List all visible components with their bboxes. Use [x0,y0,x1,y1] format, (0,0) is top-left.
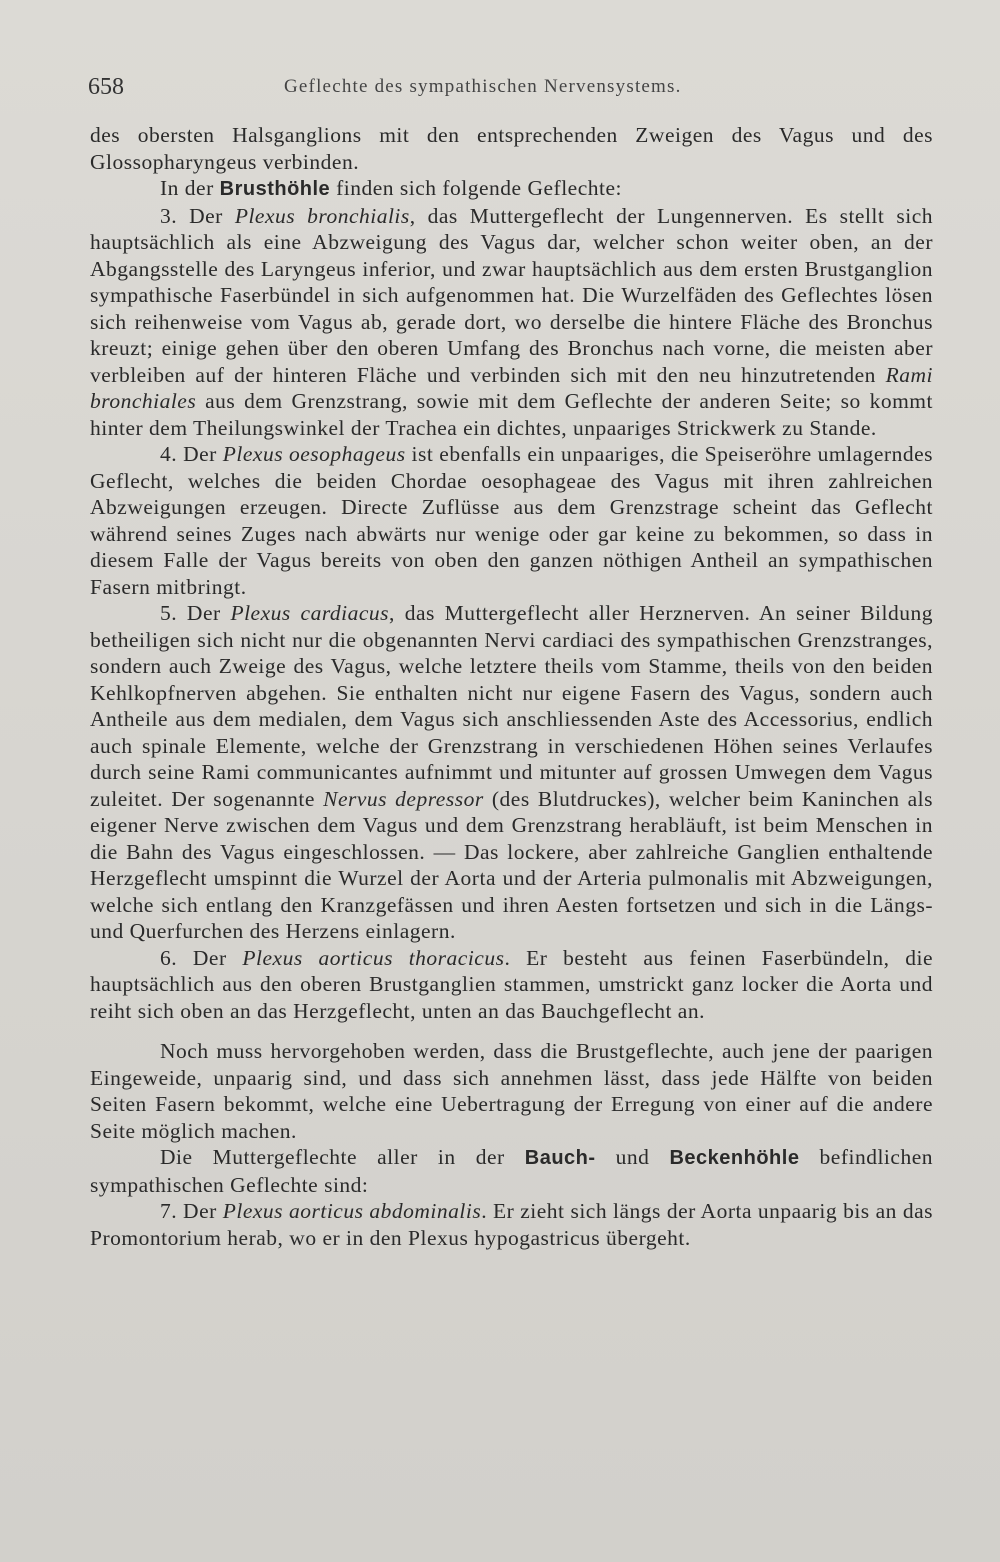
italic-term: Plexus oesophageus [222,442,406,466]
paragraph [90,1038,933,1144]
paragraph [90,122,933,175]
bold-term: Beckenhöhle [669,1147,800,1169]
italic-term: Plexus bronchialis [234,203,410,228]
text-run: und [595,1145,670,1169]
text-run: , das Muttergeflecht der Lungennerven. Es stellt sich hauptsächlich als eine Abzweigung des Vagus dar, welcher schon weiter oben, an der Abgangsstelle des Laryngeus inferior, und zwar hauptsächlich aus dem ersten Brustganglion sympathische Faserbündel in sich aufgenommen hat. Die Wurzelfäden des Geflechtes lösen sich reihenweise vom Vagus ab, gerade dort, wo derselbe die hintere Fläche des Bronchus kreuzt; einige gehen über den oberen Umfang des Bronchus nach vorne, die meisten aber verbleiben auf der hinteren Fläche und verbinden sich mit den neu hinzutretenden [90,203,933,387]
bold-term: Brusthöhle [219,178,331,200]
paragraph [90,1198,933,1251]
italic-term: Plexus aorticus thoracicus [242,945,505,970]
italic-term: Nervus depressor [323,786,484,811]
paragraph [90,175,933,203]
paragraph [90,600,933,945]
paragraph [90,1144,933,1198]
italic-term: Plexus cardiacus [230,601,390,625]
page-body-text [90,122,933,1251]
text-run: , das Muttergeflecht aller Herznerven. An seiner Bildung betheiligen sich nicht nur die obgenannten Nervi cardiaci des sympathischen Grenzstranges, sondern auch Zweige des Vagus, welche letztere theils vom Stamme, theils von den beiden Kehlkopfnerven abgehen. Sie enthalten nicht nur eigene Fasern des Vagus, sondern auch Antheile aus dem medialen, dem Vagus sich anschliessenden Aste des Accessorius, endlich auch spinale Elemente, welche der Grenzstrang in verschiedenen Höhen seines Verlaufes durch seine Rami communicantes aufnimmt und mitunter auf grossen Umwegen dem Vagus zuleitet. Der sogenannte [90,601,933,811]
text-run: 3. Der [160,203,235,228]
paragraph [90,441,933,600]
text-run: In der [160,176,220,200]
text-run: 6. Der [160,945,243,970]
bold-term: Bauch- [524,1147,596,1169]
text-run: 4. Der [160,442,223,466]
text-run: des obersten Halsganglions mit den entsprechenden Zweigen des Vagus und des Glossopharyngeus verbinden. [90,123,933,174]
text-run: Die Muttergeflechte aller in der [160,1145,525,1169]
text-run: ist ebenfalls ein unpaariges, die Speiseröhre umlagerndes Geflecht, welches die beiden Chordae oesophageae des Vagus mit ihren zahlreichen Abzweigungen erzeugen. Directe Zuflüsse aus dem Grenzstrage scheint das Geflecht während seines Zuges nach abwärts nur wenige oder gar keine zu bekommen, so dass in diesem Falle der Vagus bereits von oben den ganzen nöthigen Antheil an sympathischen Fasern mitbringt. [90,442,933,599]
paragraph [90,203,933,442]
text-run: 7. Der [160,1199,223,1223]
page-number: 658 [88,74,124,100]
text-run: befindlichen sympathischen Geflechte sind: [90,1145,933,1197]
page-header [88,74,930,104]
italic-term: Plexus aorticus abdominalis [222,1199,482,1223]
paragraph [90,945,933,1025]
text-run: 5. Der [160,601,231,625]
running-title: Geflechte des sympathischen Nervensystems. [284,76,682,97]
italic-term: Rami bronchiales [90,362,933,413]
text-run: Noch muss hervorgehoben werden, dass die Brustgeflechte, auch jene der paarigen Eingeweide, unpaarig sind, und dass sich annehmen lässt, dass jede Hälfte von beiden Seiten Fasern bekommt, welche eine Uebertragung der Erregung von einer auf die andere Seite möglich machen. [90,1039,933,1143]
text-run: (des Blutdruckes), welcher beim Kaninchen als eigener Nerve zwischen dem Vagus und dem Grenzstrang herabläuft, ist beim Menschen in die Bahn des Vagus eingeschlossen. — Das lockere, aber zahlreiche Ganglien enthaltende Herzgeflecht umspinnt die Wurzel der Aorta und der Arteria pulmonalis mit Abzweigungen, welche sich entlang den Kranzgefässen und ihren Aesten fortsetzen und sich in die Längs- und Querfurchen des Herzens einlagern. [90,786,933,943]
paragraph-gap [90,1024,933,1038]
text-run: . Er besteht aus feinen Faserbündeln, die hauptsächlich aus den oberen Brustganglien stammen, umstrickt ganz locker die Aorta und reiht sich oben an das Herzgeflecht, unten an das Bauchgeflecht an. [90,945,933,1023]
text-run: . Er zieht sich längs der Aorta unpaarig bis an das Promontorium herab, wo er in den Plexus hypogastricus übergeht. [90,1199,933,1250]
text-run: finden sich folgende Geflechte: [330,176,622,200]
text-run: aus dem Grenzstrang, sowie mit dem Geflechte der anderen Seite; so kommt hinter dem Theilungswinkel der Trachea ein dichtes, unpaariges Strickwerk zu Stande. [90,389,933,440]
